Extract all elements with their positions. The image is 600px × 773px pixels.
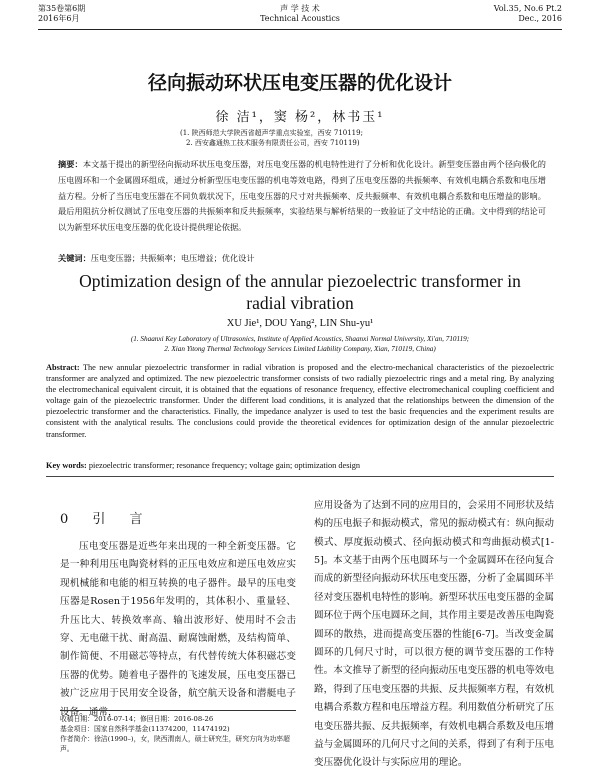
- keywords-cn: [58, 253, 546, 264]
- keywords-en: [46, 461, 554, 470]
- authors-cn: 徐 洁¹，窦 杨²，林书玉¹: [215, 110, 385, 125]
- date-en: Dec., 2016: [518, 14, 562, 23]
- volume-cn: 第35卷第6期: [38, 4, 86, 13]
- date-cn: 2016年6月: [38, 14, 80, 23]
- abstract-cn-text: 本文基于提出的新型径向振动环状压电变压器，对压电变压器的机电特性进行了分析和优化设计。新型变压器由两个径向极化的压电圆环和一个金属圆环组成，通过分析新型压电变压器的机电等效电路，得到了压电变压器的共振频率、有效机电耦合系数和电压增益方程。分析了当压电变压器在不同负载状况下，压电变压器的尺寸对共振频率、反共振频率、有效机电耦合系数和电压增益的影响。最后用阻抗分析仪测试了压电变压器的共振频率和反共振频率，实验结果与解析结果的一致验证了文中结论的正确。文中得到的结论可以为新型环状压电变压器的优化设计提供理论依据。: [58, 159, 546, 233]
- affiliation-cn-1: (1. 陕西师范大学陕西省超声学重点实验室，西安 710119;: [180, 129, 363, 137]
- header-rule: [38, 29, 562, 30]
- header-center: [38, 4, 562, 24]
- footnote-funding: 基金项目：国家自然科学基金(11374200，11474192): [60, 725, 230, 733]
- abstract-en-text: The new annular piezoelectric transformer in radial vibration is proposed and the electro-mechanical characteristics of the piezoelectric transformer are analyzed and optimized. The new piezoelectric transformer consists of two radially piezoelectric rings and a metal ring. By analyzing the electromechanical equivalent circuit, it is obtained that the equations of resonance frequency, effective electromechanical coupling coefficient and voltage gain of the piezoelectric transformer. Under the different load conditions, it is analyzed that the relationships between the dimension of the piezoelectric transformer and the characteristics. Finally, the impedance analyzer is used to test the basic frequencies and the experiment results are consistent with the analytical results. The conclusions could provide the theoretical evidences for optimization design of the annular piezoelectric transformer.: [46, 363, 554, 439]
- title-en: Optimization design of the annular piezoelectric transformer in radial vibration: [79, 271, 521, 313]
- right-column-body-text: 本文基于由两个压电圆环与一个金属圆环在径向复合而成的新型径向振动环状压电变压器，分析了金属圆环半径对变压器机电特性的影响。新型环状压电变压器的金属圆环位于两个压电圆环之间，其作用主要是改善压电陶瓷圆环的散热，进而提高变压器的性能[6-7]。当改变金属圆环的几何尺寸时，可以很方便的调节变压器的工作特性。本文推导了新型的径向振动压电变压器的机电等效电路，得到了压电变压器的共振、反共振频率方程，有效机电耦合系数方程和电压增益方程。利用数值分析研究了压电变压器共振、反共振频率，有效机电耦合系数及电压增益与金属圆环的几何尺寸之间的关系，得到了有利于压电变压器优化设计与实际应用的理论。: [314, 555, 554, 769]
- affiliations-cn: [180, 128, 500, 148]
- abstract-en-label: Abstract:: [46, 363, 80, 372]
- affiliations-en: [60, 334, 540, 354]
- volume-en: Vol.35, No.6 Pt.2: [493, 4, 562, 13]
- affiliation-en-1: (1. Shaanxi Key Laboratory of Ultrasonics, Institute of Applied Acoustics, Shaanxi Normal University, Xi'an, 710119;: [130, 335, 470, 343]
- affiliation-en-2: 2. Xian Yitong Thermal Technology Services Limited Liability Company, Xian, 710119, China): [164, 345, 436, 353]
- keywords-en-label: Key words:: [46, 461, 87, 470]
- left-column-text: 压电变压器是近些年来出现的一种全新变压器。它是一种利用压电陶瓷材料的正压电效应和逆压电效应实现机械能和电能的相互转换的电子器件。最早的压电变压器是Rosen于1956年发明的，其体积小、重量轻、升压比大、转换效率高、输出波形好、使用时不会击穿、无电磁干扰、耐高温、耐腐蚀耐燃，及结构简单、制作简便、不用磁芯等特点，有代替传统大体积磁芯变压器的优势。随着电子器件的飞速发展，压电变压器已被广泛应用于民用安全设备，航空航天设备和潜艇电子设备。通常，: [60, 541, 296, 718]
- running-header: [38, 4, 562, 32]
- title-cn: 径向振动环状压电变压器的优化设计: [147, 72, 452, 94]
- section-heading-introduction: 0 引 言: [60, 512, 153, 527]
- abstract-cn: [58, 157, 546, 236]
- journal-en: Technical Acoustics: [260, 14, 340, 23]
- footnotes: [60, 714, 296, 754]
- footnote-received: 收稿日期：2016-07-14；修回日期：2016-08-26: [60, 715, 214, 723]
- footnote-author: 作者简介：徐洁(1990–)，女，陕西渭南人，硕士研究生，研究方向为功率超声。: [60, 735, 290, 753]
- header-right: [494, 4, 562, 24]
- keywords-cn-label: 关键词：: [58, 253, 91, 263]
- abstract-cn-label: 摘要：: [58, 159, 83, 169]
- authors-en: XU Jie¹, DOU Yang², LIN Shu-yu¹: [226, 318, 374, 329]
- keywords-en-text: piezoelectric transformer; resonance frequency; voltage gain; optimization design: [88, 461, 361, 470]
- journal-cn: 声 学 技 术: [280, 4, 320, 13]
- keywords-cn-text: 压电变压器；共振频率；电压增益；优化设计: [90, 253, 255, 263]
- affiliation-cn-2: 2. 西安鑫通热工技术服务有限责任公司，西安 710119): [186, 139, 360, 147]
- abstract-en: [46, 362, 554, 440]
- abstract-divider: [46, 476, 554, 477]
- footnote-rule: [60, 710, 296, 711]
- right-column-top-text: 应用设备为了达到不同的应用目的，会采用不同形状及结构的压电振子和振动模式，常见的振动模式有：纵向振动模式、厚度振动模式、径向振动模式和弯曲振动模式[1-5]。: [314, 500, 554, 567]
